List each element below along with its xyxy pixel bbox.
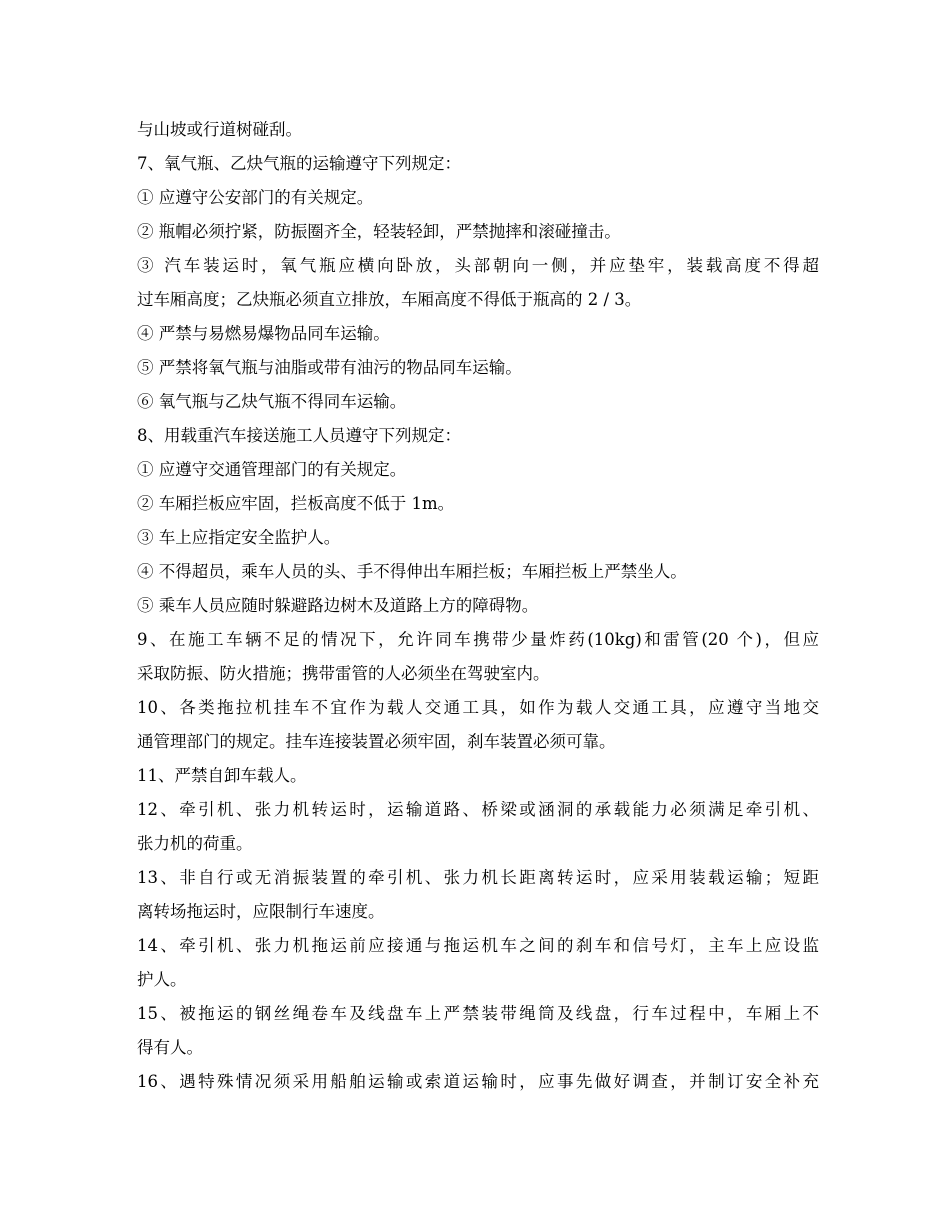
section-paragraph: 10、各类拖拉机挂车不宜作为载人交通工具，如作为载人交通工具，应遵守当地交 bbox=[137, 698, 819, 717]
text-line: 得有人。 bbox=[137, 1038, 203, 1057]
list-item: ⑤ 乘车人员应随时躲避路边树木及道路上方的障碍物。 bbox=[137, 596, 539, 615]
text-line: 与山坡或行道树碰刮。 bbox=[137, 120, 302, 139]
section-paragraph: 14、牵引机、张力机拖运前应接通与拖运机车之间的刹车和信号灯，主车上应设监 bbox=[137, 936, 819, 955]
text-line: 通管理部门的规定。挂车连接装置必须牢固，刹车装置必须可靠。 bbox=[137, 732, 616, 751]
list-item: ③ 车上应指定安全监护人。 bbox=[137, 528, 341, 547]
section-heading: 8、用载重汽车接送施工人员遵守下列规定： bbox=[137, 426, 461, 445]
list-item: ④ 严禁与易燃易爆物品同车运输。 bbox=[137, 324, 390, 343]
list-item: ③ 汽车装运时，氧气瓶应横向卧放，头部朝向一侧，并应垫牢，装载高度不得超 bbox=[137, 256, 819, 275]
section-heading: 7、氧气瓶、乙炔气瓶的运输遵守下列规定： bbox=[137, 154, 461, 173]
list-item: ① 应遵守公安部门的有关规定。 bbox=[137, 188, 374, 207]
section-paragraph: 13、非自行或无消振装置的牵引机、张力机长距离转运时，应采用装载运输；短距 bbox=[137, 868, 819, 887]
text-line: 采取防振、防火措施；携带雷管的人必须坐在驾驶室内。 bbox=[137, 664, 550, 683]
list-item: ⑥ 氧气瓶与乙炔气瓶不得同车运输。 bbox=[137, 392, 407, 411]
list-item: ② 车厢拦板应牢固，拦板高度不低于 1m。 bbox=[137, 494, 455, 513]
list-item: ④ 不得超员，乘车人员的头、手不得伸出车厢拦板；车厢拦板上严禁坐人。 bbox=[137, 562, 687, 581]
section-paragraph: 16、遇特殊情况须采用船舶运输或索道运输时，应事先做好调查，并制订安全补充 bbox=[137, 1072, 819, 1091]
text-line: 离转场拖运时，应限制行车速度。 bbox=[137, 902, 385, 921]
list-item: ⑤ 严禁将氧气瓶与油脂或带有油污的物品同车运输。 bbox=[137, 358, 522, 377]
section-paragraph: 9、在施工车辆不足的情况下，允许同车携带少量炸药(10kg)和雷管(20 个)，但应 bbox=[137, 630, 819, 649]
text-line: 张力机的荷重。 bbox=[137, 834, 253, 853]
text-line: 过车厢高度；乙炔瓶必须直立排放，车厢高度不得低于瓶高的 2 / 3。 bbox=[137, 290, 642, 309]
document-body bbox=[137, 113, 819, 1099]
text-line: 护人。 bbox=[137, 970, 187, 989]
section-paragraph: 11、严禁自卸车载人。 bbox=[137, 766, 307, 785]
list-item: ② 瓶帽必须拧紧，防振圈齐全，轻装轻卸，严禁抛摔和滚碰撞击。 bbox=[137, 222, 621, 241]
list-item: ① 应遵守交通管理部门的有关规定。 bbox=[137, 460, 407, 479]
section-paragraph: 15、被拖运的钢丝绳卷车及线盘车上严禁装带绳筒及线盘，行车过程中，车厢上不 bbox=[137, 1004, 819, 1023]
section-paragraph: 12、牵引机、张力机转运时，运输道路、桥梁或涵洞的承载能力必须满足牵引机、 bbox=[137, 800, 819, 819]
